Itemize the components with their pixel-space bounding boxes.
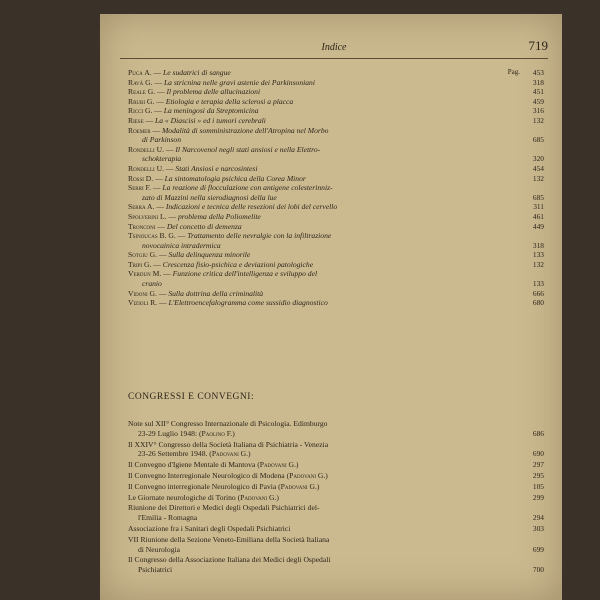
index-entry: Riese — La « Diascisi » ed i tumori cerebrali 132 [128,115,544,125]
congress-entry [128,460,544,470]
congress-author: (Padovani G.) [257,460,299,470]
entry-page: 685 [532,135,544,145]
congress-author: (Paolino F.) [198,428,235,438]
entry-author: Vidoni G. [128,288,157,298]
congress-entry [128,471,544,481]
congress-entry [128,440,544,460]
congress-text-continued: Psichiatrici [138,565,173,575]
index-entry: Serri F. — La reazione di flocculazione con antigene colesterinniz- zato di Mazzini nella sierodiagnosi della lue 685 [128,183,544,202]
entry-title: La « Diascisi » ed i tumori cerebrali [155,115,266,125]
entry-page: 451 [532,87,544,97]
index-entry: Ravà G. — La stricnina nelle gravi astenie dei Parkinsoniani 318 [128,77,544,87]
entry-title: La meningosi da Streptomicina [163,106,259,116]
congress-text: Il Convegno Interregionale Neurologico di Modena [128,470,285,480]
congress-text-continued: 23-29 Luglio 1948: [138,428,198,438]
congress-text: Il Convegno d'Igiene Mentale di Mantova [128,460,256,470]
entry-page: 459 [532,96,544,106]
entry-page: 680 [532,298,544,308]
entry-page: 132 [532,115,544,125]
entry-title-continued: di Parkinson [142,135,182,145]
entry-title: Il problema delle allucinazioni [166,87,261,97]
entry-title: Il Narcovenol negli stati ansiosi e nella Elettro- [175,144,321,154]
entry-title: Sulla dottrina della criminalità [168,288,264,298]
book-page [100,14,562,600]
entry-title: Stati Ansiosi e narcosintesi [175,163,258,173]
index-entry: Serra A. — Indicazioni e tecnica delle resezioni dei lobi del cervello 311 [128,202,544,212]
entry-author: Tsinoucas B. G. [128,231,176,241]
congressi-list [128,419,544,576]
index-entry: Tripi G. — Crescenza fisio-psichica e deviazioni patologiche 132 [128,259,544,269]
index-entry: Rossi D. — La sintomatologia psichica della Corea Minor 132 [128,173,544,183]
entry-title: Crescenza fisio-psichica e deviazioni patologiche [162,259,314,269]
entry-page: 449 [532,221,544,231]
congress-text: Le Giornate neurologiche di Torino [128,492,236,502]
entry-page: 316 [532,106,544,116]
index-entry: Spolverini L. — problema della Poliomelite 461 [128,211,544,221]
index-entry: Roemer — Modalità di somministrazione dell'Atropina nel Morbo di Parkinson 685 [128,125,544,145]
index-entry: Rondelli U. — Stati Ansiosi e narcosintesi 454 [128,163,544,173]
congress-text-continued: 23-26 Settembre 1948. [138,449,208,459]
entry-page: 461 [532,211,544,221]
index-entry: Reale G. — Il problema delle allucinazioni 451 [128,87,544,97]
entry-title: Trattamento delle nevralgie con la infiltrazione [187,231,332,241]
entry-author: Rondelli U. [128,163,165,173]
section-title: CONGRESSI E CONVEGNI: [128,392,255,402]
index-entry: Puca A. — Le sudatrici di sangue Pag. 453 [128,68,544,77]
entry-page: 454 [532,163,544,173]
entry-page: 311 [533,202,544,212]
congress-text-continued: l'Emilia - Romagna [138,513,198,523]
congress-page: 686 [532,428,544,438]
entry-author: Spolverini L. [128,211,167,221]
congress-author: (Padovani G.) [209,449,251,459]
congress-author: (Padovani G.) [278,481,320,491]
entry-author: Tripi G. [128,259,152,269]
entry-author: Serra A. [128,202,155,212]
entry-author: Sotgiu G. [128,250,158,260]
entry-title: Le sudatrici di sangue [163,68,231,77]
entry-title: Modalità di somministrazione dell'Atropina nel Morbo [161,125,329,135]
entry-author: Puca A. [128,68,152,77]
entry-title: Sulla delinquenza minorile [168,250,251,260]
entry-page: 685 [532,192,544,202]
congress-page: 294 [532,513,544,523]
entry-page: 318 [532,240,544,250]
entry-title-continued: cranio [142,279,162,289]
entry-author: Rossi D. [128,173,154,183]
congress-author: (Padovani G.) [237,492,279,502]
entry-author: Roemer [128,125,151,135]
congress-page: 303 [532,523,544,533]
entry-author: Verdun M. [128,269,162,279]
entry-author: Rondelli U. [128,144,165,154]
index-entry: Tronconi — Del concetto di demenza 449 [128,221,544,231]
congress-entry [128,503,544,523]
congress-text: Riunione dei Direttori e Medici degli Ospedali Psichiatrici del- [128,503,320,513]
congress-entry [128,493,544,503]
index-entry: Vizioli R. — L'Elettroencefalogramma come sussidio diagnostico 680 [128,298,544,308]
congress-author: (Padovani G.) [286,470,328,480]
congress-page: 297 [532,460,544,470]
index-entry: Ricci G. — La meningosi da Streptomicina 316 [128,106,544,116]
index-entry: Sotgiu G. — Sulla delinquenza minorile 133 [128,250,544,260]
index-entry: Rrubi G. — Etiologia e terapia della sclerosi a placca 459 [128,96,544,106]
entry-title: L'Elettroencefalogramma come sussidio diagnostico [168,298,328,308]
congress-text: Il Congresso della Associazione Italiana dei Medici degli Ospedali [128,555,331,565]
entry-page: 666 [532,288,544,298]
congress-entry [128,482,544,492]
entry-title: La sintomatologia psichica della Corea Minor [164,173,306,183]
entry-author: Reale G. [128,87,156,97]
index-entries [128,68,544,308]
congress-text: Il Convegno interregionale Neurologico di Pavia [128,481,277,491]
congress-page: 690 [532,449,544,459]
entry-author: Riese [128,115,144,125]
congress-page: 699 [532,544,544,554]
entry-author: Rrubi G. [128,96,155,106]
entry-title: La reazione di flocculazione con antigene colesterinniz- [162,183,333,193]
index-entry: Rondelli U. — Il Narcovenol negli stati ansiosi e nella Elettro- schokterapia 320 [128,144,544,164]
entry-page: 133 [532,279,544,289]
entry-author: Vizioli R. [128,298,158,308]
page-number: 719 [528,38,548,53]
congress-text: Associazione fra i Sanitari degli Ospedali Psichiatrici [128,523,291,533]
entry-page: 320 [532,154,544,164]
congress-entry [128,555,544,575]
entry-author: Serri F. [128,183,152,193]
entry-title-continued: schokterapia [142,154,182,164]
congress-page: 299 [532,492,544,502]
entry-page: 133 [532,250,544,260]
entry-title-continued: novocainica intradermica [142,240,221,250]
header-title: Indice [321,42,347,53]
congress-page: 295 [532,470,544,480]
index-entry: Vidoni G. — Sulla dottrina della criminalità 666 [128,288,544,298]
entry-page: 453 [532,68,544,77]
congress-entry [128,524,544,534]
congress-page: 700 [532,565,544,575]
entry-title: Funzione critica dell'intelligenza e sviluppo del [172,269,318,279]
page-header [120,40,548,59]
congress-text: VII Riunione della Sezione Veneto-Emiliana della Società Italiana [128,534,330,544]
entry-title: Del concetto di demenza [166,221,242,231]
entry-author: Ricci G. [128,106,153,116]
entry-page: 318 [532,77,544,87]
congress-entry [128,535,544,555]
entry-page: 132 [532,259,544,269]
congress-page: 105 [532,481,544,491]
index-entry: Tsinoucas B. G. — Trattamento delle nevralgie con la infiltrazione novocainica intradermica 318 [128,231,544,250]
congress-text-continued: di Neurologia [138,544,180,554]
entry-title: La stricnina nelle gravi astenie dei Parkinsoniani [163,77,315,87]
index-entry: Verdun M. — Funzione critica dell'intelligenza e sviluppo del cranio 133 [128,269,544,289]
entry-title: Indicazioni e tecnica delle resezioni dei lobi del cervello [165,202,338,212]
entry-title-continued: zato di Mazzini nella sierodiagnosi della lue [142,192,277,202]
entry-title: problema della Poliomelite [177,211,261,221]
entry-page: 132 [532,173,544,183]
entry-title: Etiologia e terapia della sclerosi a placca [165,96,294,106]
congress-text: Note sul XII° Congresso Internazionale di Psicologia. Edimburgo [128,419,328,428]
entry-author: Ravà G. [128,77,153,87]
entry-author: Tronconi [128,221,156,231]
congress-text: Il XXIV° Congresso della Società Italiana di Psichiatria - Venezia [128,439,329,449]
page-prefix: Pag. [507,68,520,76]
congress-entry [128,419,544,439]
